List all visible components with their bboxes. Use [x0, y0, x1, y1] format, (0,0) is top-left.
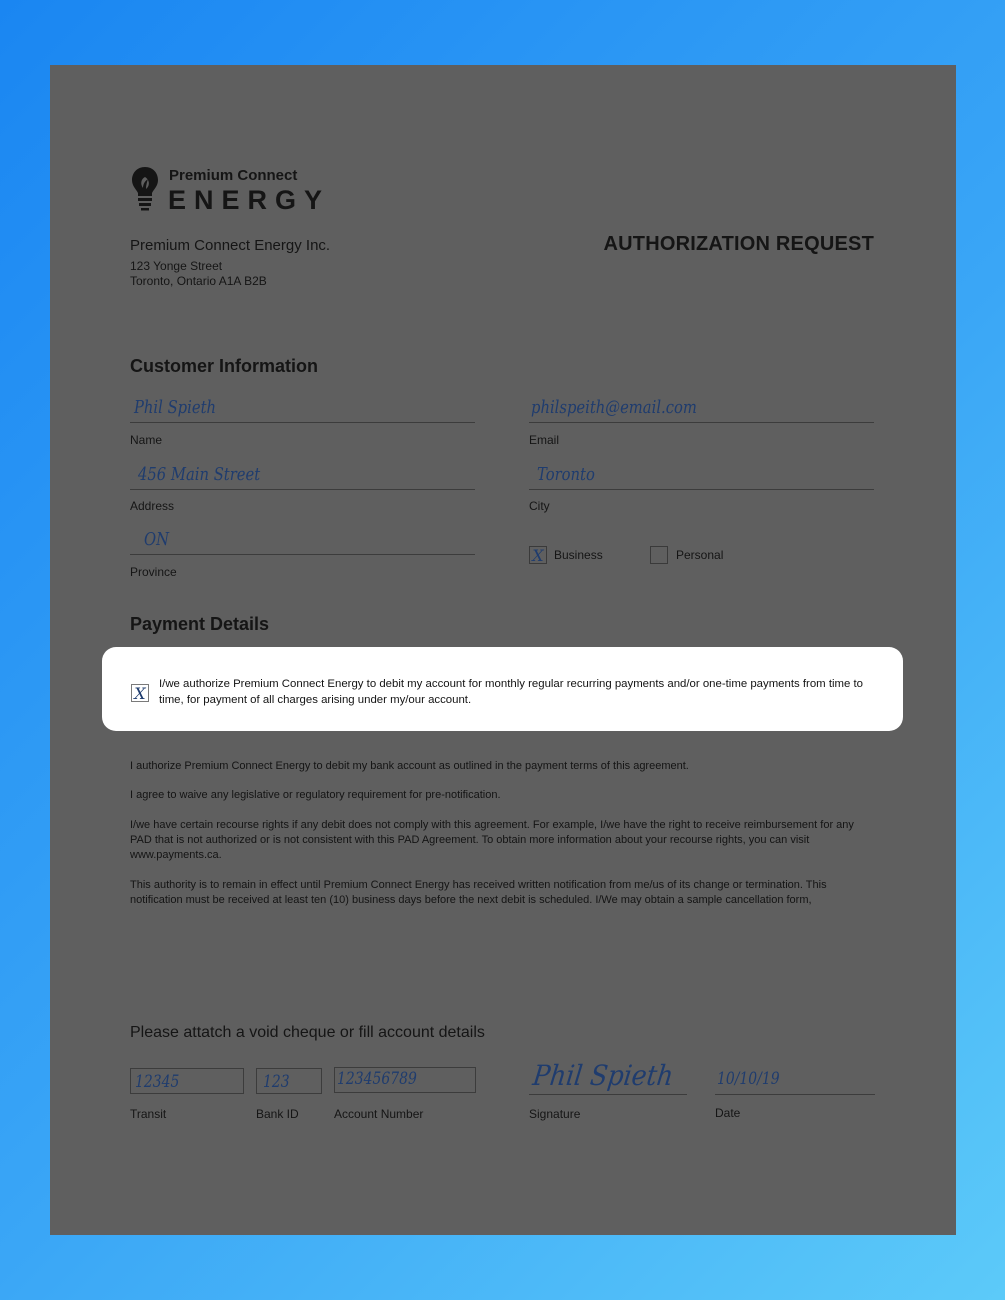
authorization-highlight — [102, 647, 903, 731]
date-value: 10/10/19 — [717, 1069, 780, 1089]
email-field[interactable] — [529, 393, 874, 423]
terms-paragraph-2: I agree to waive any legislative or regulatory requirement for pre-notification. — [130, 789, 501, 801]
address-label: Address — [130, 499, 175, 513]
province-field[interactable] — [130, 525, 475, 555]
transit-value: 12345 — [135, 1072, 180, 1092]
document-title: AUTHORIZATION REQUEST — [603, 233, 874, 255]
terms-paragraph-3: I/we have certain recourse rights if any debit does not comply with this agreement. For example, I/we have the right to receive reimbursement for any PAD that is not authorized or is not consistent with this PAD Agreement. To obtain more information about your recourse rights, you can visit www.payments.ca. — [130, 819, 854, 861]
city-value: Toronto — [537, 464, 595, 485]
account-number-value: 123456789 — [337, 1069, 417, 1089]
name-label: Name — [130, 433, 163, 447]
company-address — [130, 259, 267, 289]
address-line-2: Toronto, Ontario A1A B2B — [130, 274, 267, 288]
authorize-checkbox[interactable] — [131, 684, 149, 702]
authorize-statement: I/we authorize Premium Connect Energy to debit my account for monthly regular recurring payments and/or one-time payments from time to time, for payment of all charges arising under my/our account. — [159, 678, 864, 706]
personal-checkbox[interactable] — [650, 546, 668, 564]
business-label: Business — [554, 548, 603, 562]
logo-text-bottom: ENERGY — [168, 185, 331, 215]
authorize-check-mark: X — [134, 684, 146, 703]
city-label: City — [529, 499, 550, 513]
province-label: Province — [130, 565, 177, 579]
account-number-field[interactable] — [334, 1067, 476, 1093]
name-value: Phil Spieth — [134, 397, 217, 418]
address-value: 456 Main Street — [138, 464, 261, 485]
lightbulb-icon — [130, 165, 160, 211]
signature-field[interactable] — [529, 1058, 687, 1095]
bank-id-field[interactable] — [256, 1068, 322, 1094]
company-name: Premium Connect Energy Inc. — [130, 237, 331, 254]
bank-section-title: Please attatch a void cheque or fill account details — [130, 1024, 485, 1041]
transit-field[interactable] — [130, 1068, 244, 1094]
business-check-mark: X — [532, 546, 544, 565]
company-logo — [130, 165, 330, 215]
terms-paragraph-1: I authorize Premium Connect Energy to debit my bank account as outlined in the payment terms of this agreement. — [130, 760, 689, 772]
email-value: philspeith@email.com — [531, 397, 697, 418]
name-field[interactable] — [130, 393, 475, 423]
logo-text-top: Premium Connect — [169, 167, 298, 184]
province-value: ON — [144, 529, 170, 550]
terms-paragraph-4: This authority is to remain in effect until Premium Connect Energy has received written notification from me/us of its change or termination. This notification must be received at least ten (10) business days before the next debit is scheduled. I/We may obtain a sample cancellation form, — [130, 879, 827, 906]
signature-label: Signature — [529, 1107, 581, 1121]
address-line-1: 123 Yonge Street — [130, 259, 223, 273]
personal-label: Personal — [676, 548, 724, 562]
payment-details-title: Payment Details — [130, 614, 270, 634]
date-label: Date — [715, 1106, 741, 1120]
city-field[interactable] — [529, 460, 874, 490]
signature-value: Phil Spieth — [531, 1059, 676, 1092]
business-checkbox[interactable] — [529, 546, 547, 564]
transit-label: Transit — [130, 1107, 167, 1121]
bank-id-label: Bank ID — [256, 1107, 299, 1121]
date-field[interactable] — [715, 1064, 875, 1095]
email-label: Email — [529, 433, 560, 447]
bank-id-value: 123 — [263, 1072, 290, 1092]
account-number-label: Account Number — [334, 1107, 424, 1121]
address-field[interactable] — [130, 460, 475, 490]
customer-info-title: Customer Information — [130, 356, 319, 376]
